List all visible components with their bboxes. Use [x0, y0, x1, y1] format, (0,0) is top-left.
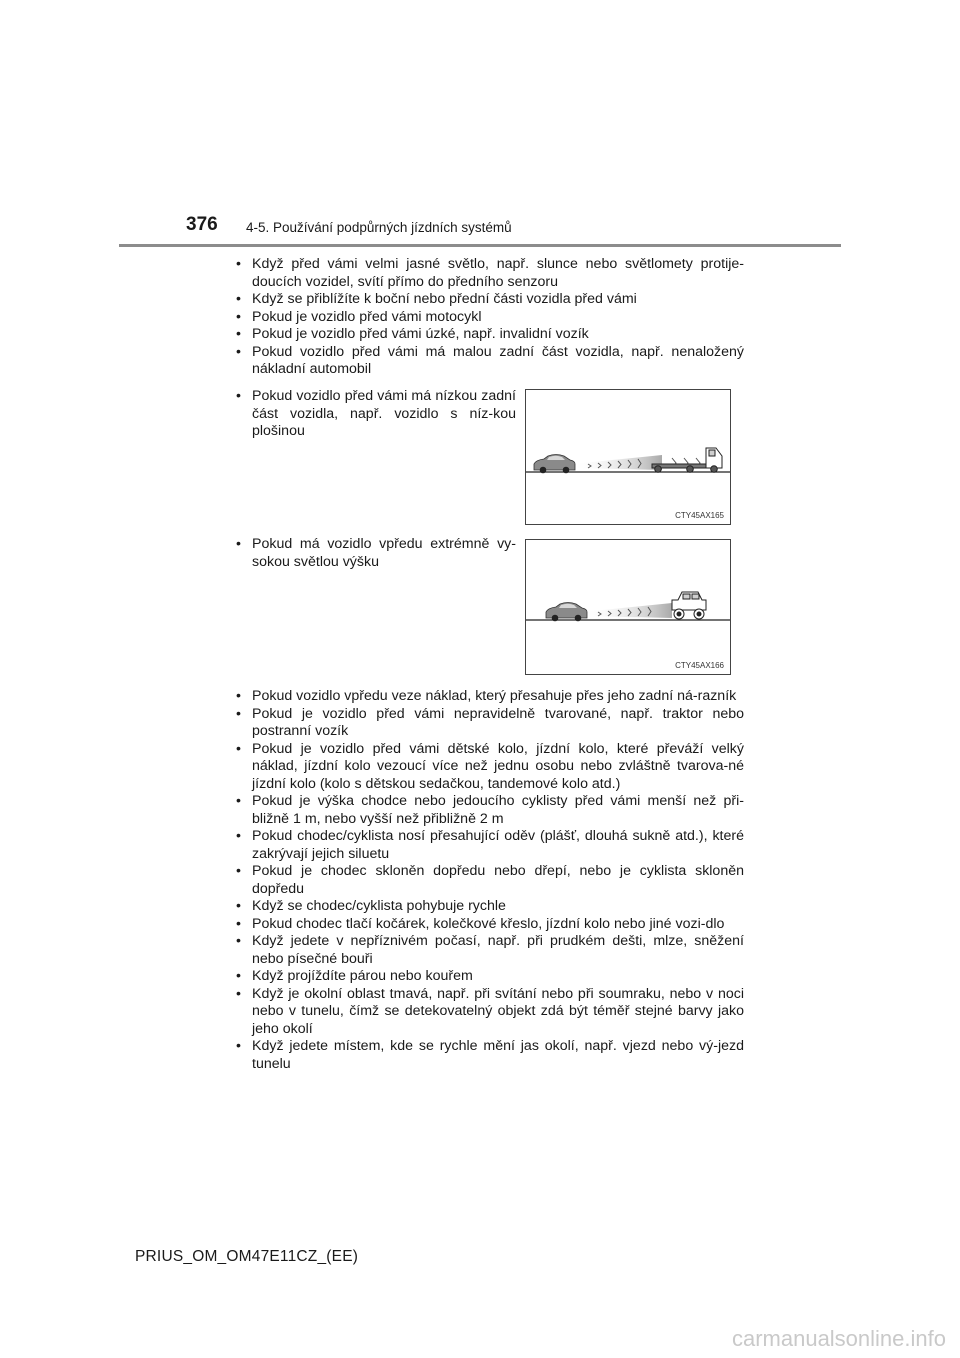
car-following-high-clearance-vehicle-illustration — [526, 540, 730, 674]
sedan-icon — [546, 603, 587, 622]
list-item: • Pokud je chodec skloněn dopředu nebo dřepí, nebo je cyklista skloněn dopředu — [232, 863, 744, 898]
list-item: • Pokud vozidlo před vámi má nízkou zadní část vozidla, např. vozidlo s níz-kou plošinou — [232, 388, 516, 441]
list-item: • Pokud chodec/cyklista nosí přesahující oděv (plášť, dlouhá sukně atd.), které zakrývají jejich siluetu — [232, 828, 744, 863]
list-item: • Když jedete v nepříznivém počasí, např. při prudkém dešti, mlze, sněžení nebo písečné bouři — [232, 933, 744, 968]
figure-high-clearance-vehicle — [525, 539, 731, 675]
list-item: • Když se přiblížíte k boční nebo přední části vozidla před vámi — [232, 291, 744, 309]
figure-2-caption-list — [232, 536, 516, 571]
car-following-low-truck-illustration — [526, 390, 730, 524]
figure-low-platform-vehicle — [525, 389, 731, 525]
figure-1-caption-list — [232, 388, 516, 441]
document-code-footer: PRIUS_OM_OM47E11CZ_(EE) — [135, 1248, 359, 1265]
list-item: • Když projíždíte párou nebo kouřem — [232, 968, 744, 986]
section-title: 4-5. Používání podpůrných jízdních systémů — [246, 220, 512, 235]
low-platform-truck-icon — [652, 448, 722, 472]
list-item: • Pokud vozidlo vpředu veze náklad, který přesahuje přes jeho zadní ná-razník — [232, 688, 744, 706]
list-item: • Pokud má vozidlo vpředu extrémně vy-sokou světlou výšku — [232, 536, 516, 571]
list-item: • Když před vámi velmi jasné světlo, např. slunce nebo světlomety protije-doucích vozidel, svítí přímo do předního senzoru — [232, 256, 744, 291]
header-rule — [119, 244, 841, 247]
sedan-icon — [534, 455, 575, 474]
list-item: • Pokud je vozidlo před vámi úzké, např. invalidní vozík — [232, 326, 744, 344]
list-item: • Pokud je vozidlo před vámi motocykl — [232, 309, 744, 327]
list-item: • Pokud je vozidlo před vámi dětské kolo, jízdní kolo, které převáží velký náklad, jízdní kolo vezoucí více než jednu osobu nebo zvláštně tvarova-né jízdní kolo (kolo s dětskou sedačkou, tandemové kolo atd.) — [232, 741, 744, 794]
figure-code: CTY45AX166 — [675, 661, 724, 670]
figure-code: CTY45AX165 — [675, 511, 724, 520]
watermark: carmanualsonline.info — [731, 1326, 946, 1351]
bullet-list-top — [232, 256, 744, 379]
list-item: • Pokud vozidlo před vámi má malou zadní část vozidla, např. nenaložený nákladní automobil — [232, 344, 744, 379]
bullet-list-bottom — [232, 688, 744, 1073]
list-item: • Pokud chodec tlačí kočárek, kolečkové křeslo, jízdní kolo nebo jiné vozi-dlo — [232, 916, 744, 934]
list-item: • Když se chodec/cyklista pohybuje rychle — [232, 898, 744, 916]
list-item: • Když jedete místem, kde se rychle mění jas okolí, např. vjezd nebo vý-jezd tunelu — [232, 1038, 744, 1073]
high-clearance-vehicle-icon — [672, 592, 706, 619]
page-number: 376 — [186, 214, 218, 235]
list-item: • Když je okolní oblast tmavá, např. při svítání nebo při soumraku, nebo v noci nebo v tunelu, čímž se detekovatelný objekt zdá být téměř stejné barvy jako jeho okolí — [232, 986, 744, 1039]
list-item: • Pokud je vozidlo před vámi nepravidelně tvarované, např. traktor nebo postranní vozík — [232, 706, 744, 741]
list-item: • Pokud je výška chodce nebo jedoucího cyklisty před vámi menší než při-bližně 1 m, nebo vyšší než přibližně 2 m — [232, 793, 744, 828]
